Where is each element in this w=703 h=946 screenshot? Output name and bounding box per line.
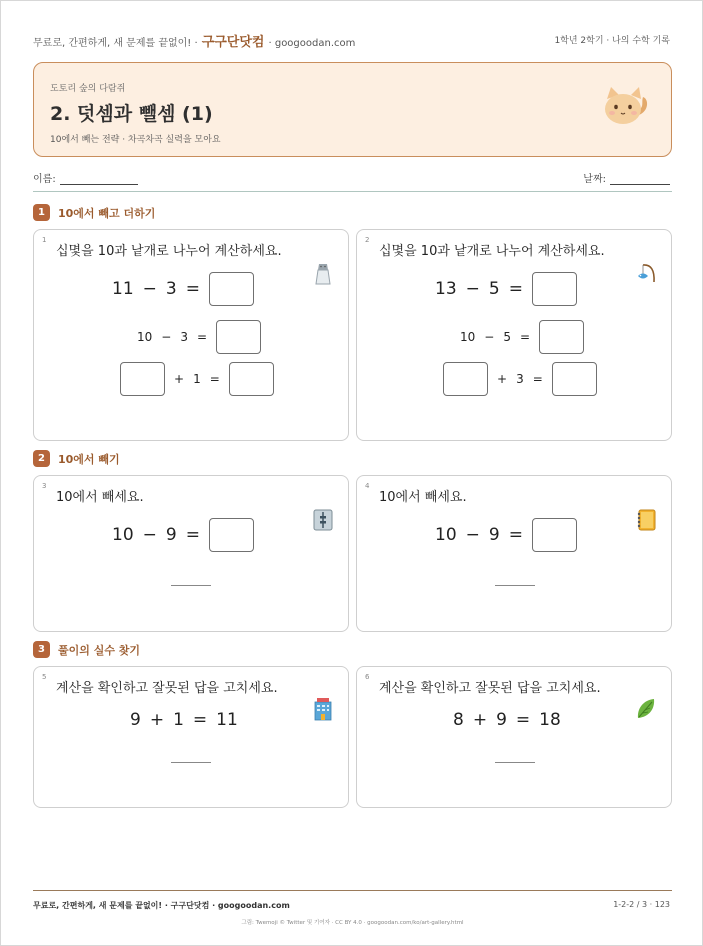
fishing-pole-icon (635, 262, 657, 286)
operand-b: 9 (488, 525, 500, 545)
section-header-1 (33, 204, 155, 221)
answer-box[interactable] (209, 272, 254, 306)
section-number: 1 (33, 204, 50, 221)
operator: − (465, 279, 480, 299)
operand-a: 10 (137, 330, 153, 344)
problem-instruction: 십몇을 10과 낱개로 나누어 계산하세요. (56, 244, 282, 259)
problem-instruction: 계산을 확인하고 잘못된 답을 고치세요. (56, 681, 278, 696)
main-equation (112, 272, 254, 306)
image-credit: 그림: Twemoji © Twitter 및 기여자 · CC BY 4.0 · googoodan.com/ko/art-gallery.html (241, 920, 464, 926)
date-field-row (583, 170, 670, 185)
main-equation (435, 272, 577, 306)
operand-a: 9 (130, 710, 141, 730)
answer-line[interactable] (171, 585, 211, 586)
operand-a: 10 (112, 525, 134, 545)
equals-sign: = (532, 372, 543, 386)
operand-b: 5 (503, 330, 511, 344)
main-equation (112, 518, 254, 552)
section-number: 3 (33, 641, 50, 658)
problem-card-1 (33, 229, 349, 441)
operator: + (174, 372, 185, 386)
operator: − (142, 525, 157, 545)
answer-box[interactable] (209, 518, 254, 552)
equals-sign: = (515, 710, 531, 730)
equals-sign: = (519, 330, 531, 344)
problem-instruction: 십몇을 10과 낱개로 나누어 계산하세요. (379, 244, 605, 259)
given-equation (130, 710, 238, 730)
step-2-equation (120, 362, 274, 396)
problem-card-4 (356, 475, 672, 632)
answer-box[interactable] (539, 320, 584, 354)
cat-icon (601, 85, 649, 129)
operand-b: 1 (173, 710, 184, 730)
footer-divider (33, 890, 672, 891)
answer-box[interactable] (443, 362, 488, 396)
equals-sign: = (185, 279, 200, 299)
header-slogan: 무료로, 간편하게, 새 문제를 끝없이! · (33, 38, 198, 49)
name-blank[interactable] (60, 173, 138, 185)
answer-line[interactable] (495, 762, 535, 763)
step-2-equation (443, 362, 597, 396)
header-divider (33, 191, 672, 192)
operator: + (497, 372, 508, 386)
operand-b: 3 (180, 330, 188, 344)
page-title: 2. 덧셈과 뺄셈 (1) (50, 103, 213, 125)
answer-line[interactable] (171, 762, 211, 763)
leafy-green-icon (635, 697, 657, 721)
operator: − (161, 330, 172, 344)
problem-number: 4 (365, 482, 370, 490)
problem-card-2 (356, 229, 672, 441)
operand-b: 3 (516, 372, 524, 386)
equals-sign: = (508, 525, 523, 545)
name-label: 이름: (33, 174, 56, 185)
section-label: 10에서 빼고 더하기 (58, 206, 156, 220)
operand-b: 9 (496, 710, 507, 730)
operand-a: 13 (435, 279, 457, 299)
problem-number: 1 (42, 236, 47, 244)
problem-number: 3 (42, 482, 47, 490)
operator: − (465, 525, 480, 545)
operand-a: 10 (460, 330, 476, 344)
given-result: 11 (216, 710, 238, 730)
equals-sign: = (508, 279, 523, 299)
abacus-icon (312, 508, 334, 532)
operator: + (149, 710, 165, 730)
problem-card-5 (33, 666, 349, 808)
section-label: 10에서 빼기 (58, 452, 120, 466)
equals-sign: = (196, 330, 208, 344)
hotel-icon (312, 697, 334, 721)
salt-shaker-icon (312, 262, 334, 286)
answer-box[interactable] (532, 518, 577, 552)
problem-number: 2 (365, 236, 370, 244)
banner-kicker: 도토리 숲의 다람쥐 (50, 84, 126, 94)
section-header-2 (33, 450, 120, 467)
operator: + (472, 710, 488, 730)
step-1-equation (137, 320, 261, 354)
answer-box[interactable] (552, 362, 597, 396)
notebook-icon (635, 508, 657, 532)
answer-box[interactable] (120, 362, 165, 396)
answer-box[interactable] (532, 272, 577, 306)
given-result: 18 (539, 710, 561, 730)
title-banner (33, 62, 672, 157)
section-number: 2 (33, 450, 50, 467)
operand-a: 11 (112, 279, 134, 299)
equals-sign: = (185, 525, 200, 545)
date-label: 날짜: (583, 174, 606, 185)
answer-line[interactable] (495, 585, 535, 586)
operand-a: 10 (435, 525, 457, 545)
operand-b: 9 (165, 525, 177, 545)
answer-box[interactable] (216, 320, 261, 354)
problem-instruction: 10에서 빼세요. (379, 490, 467, 505)
operand-b: 5 (488, 279, 500, 299)
step-1-equation (460, 320, 584, 354)
footer-page-code: 1-2-2 / 3 · 123 (613, 900, 670, 909)
main-equation (435, 518, 577, 552)
problem-instruction: 계산을 확인하고 잘못된 답을 고치세요. (379, 681, 601, 696)
operator: − (484, 330, 495, 344)
problem-card-3 (33, 475, 349, 632)
problem-instruction: 10에서 빼세요. (56, 490, 144, 505)
header-course: 1학년 2학기 · 나의 수학 기록 (554, 36, 670, 46)
problem-number: 6 (365, 673, 370, 681)
header-site: · googoodan.com (268, 38, 356, 49)
date-blank[interactable] (610, 173, 670, 185)
name-field-row (33, 170, 138, 185)
header-left (33, 31, 355, 50)
problem-number: 5 (42, 673, 47, 681)
header-brand: 구구단닷컴 (201, 35, 265, 50)
footer-brand: 무료로, 간편하게, 새 문제를 끝없이! · 구구단닷컴 · googoodan.com (33, 901, 290, 910)
problem-card-6 (356, 666, 672, 808)
given-equation (453, 710, 561, 730)
operand-b: 3 (165, 279, 177, 299)
banner-subtitle: 10에서 빼는 전략 · 차곡차곡 실력을 모아요 (50, 135, 221, 145)
answer-box[interactable] (229, 362, 274, 396)
operand-a: 8 (453, 710, 464, 730)
section-label: 풀이의 실수 찾기 (58, 643, 141, 657)
operand-b: 1 (193, 372, 201, 386)
section-header-3 (33, 641, 140, 658)
operator: − (142, 279, 157, 299)
equals-sign: = (192, 710, 208, 730)
equals-sign: = (209, 372, 220, 386)
